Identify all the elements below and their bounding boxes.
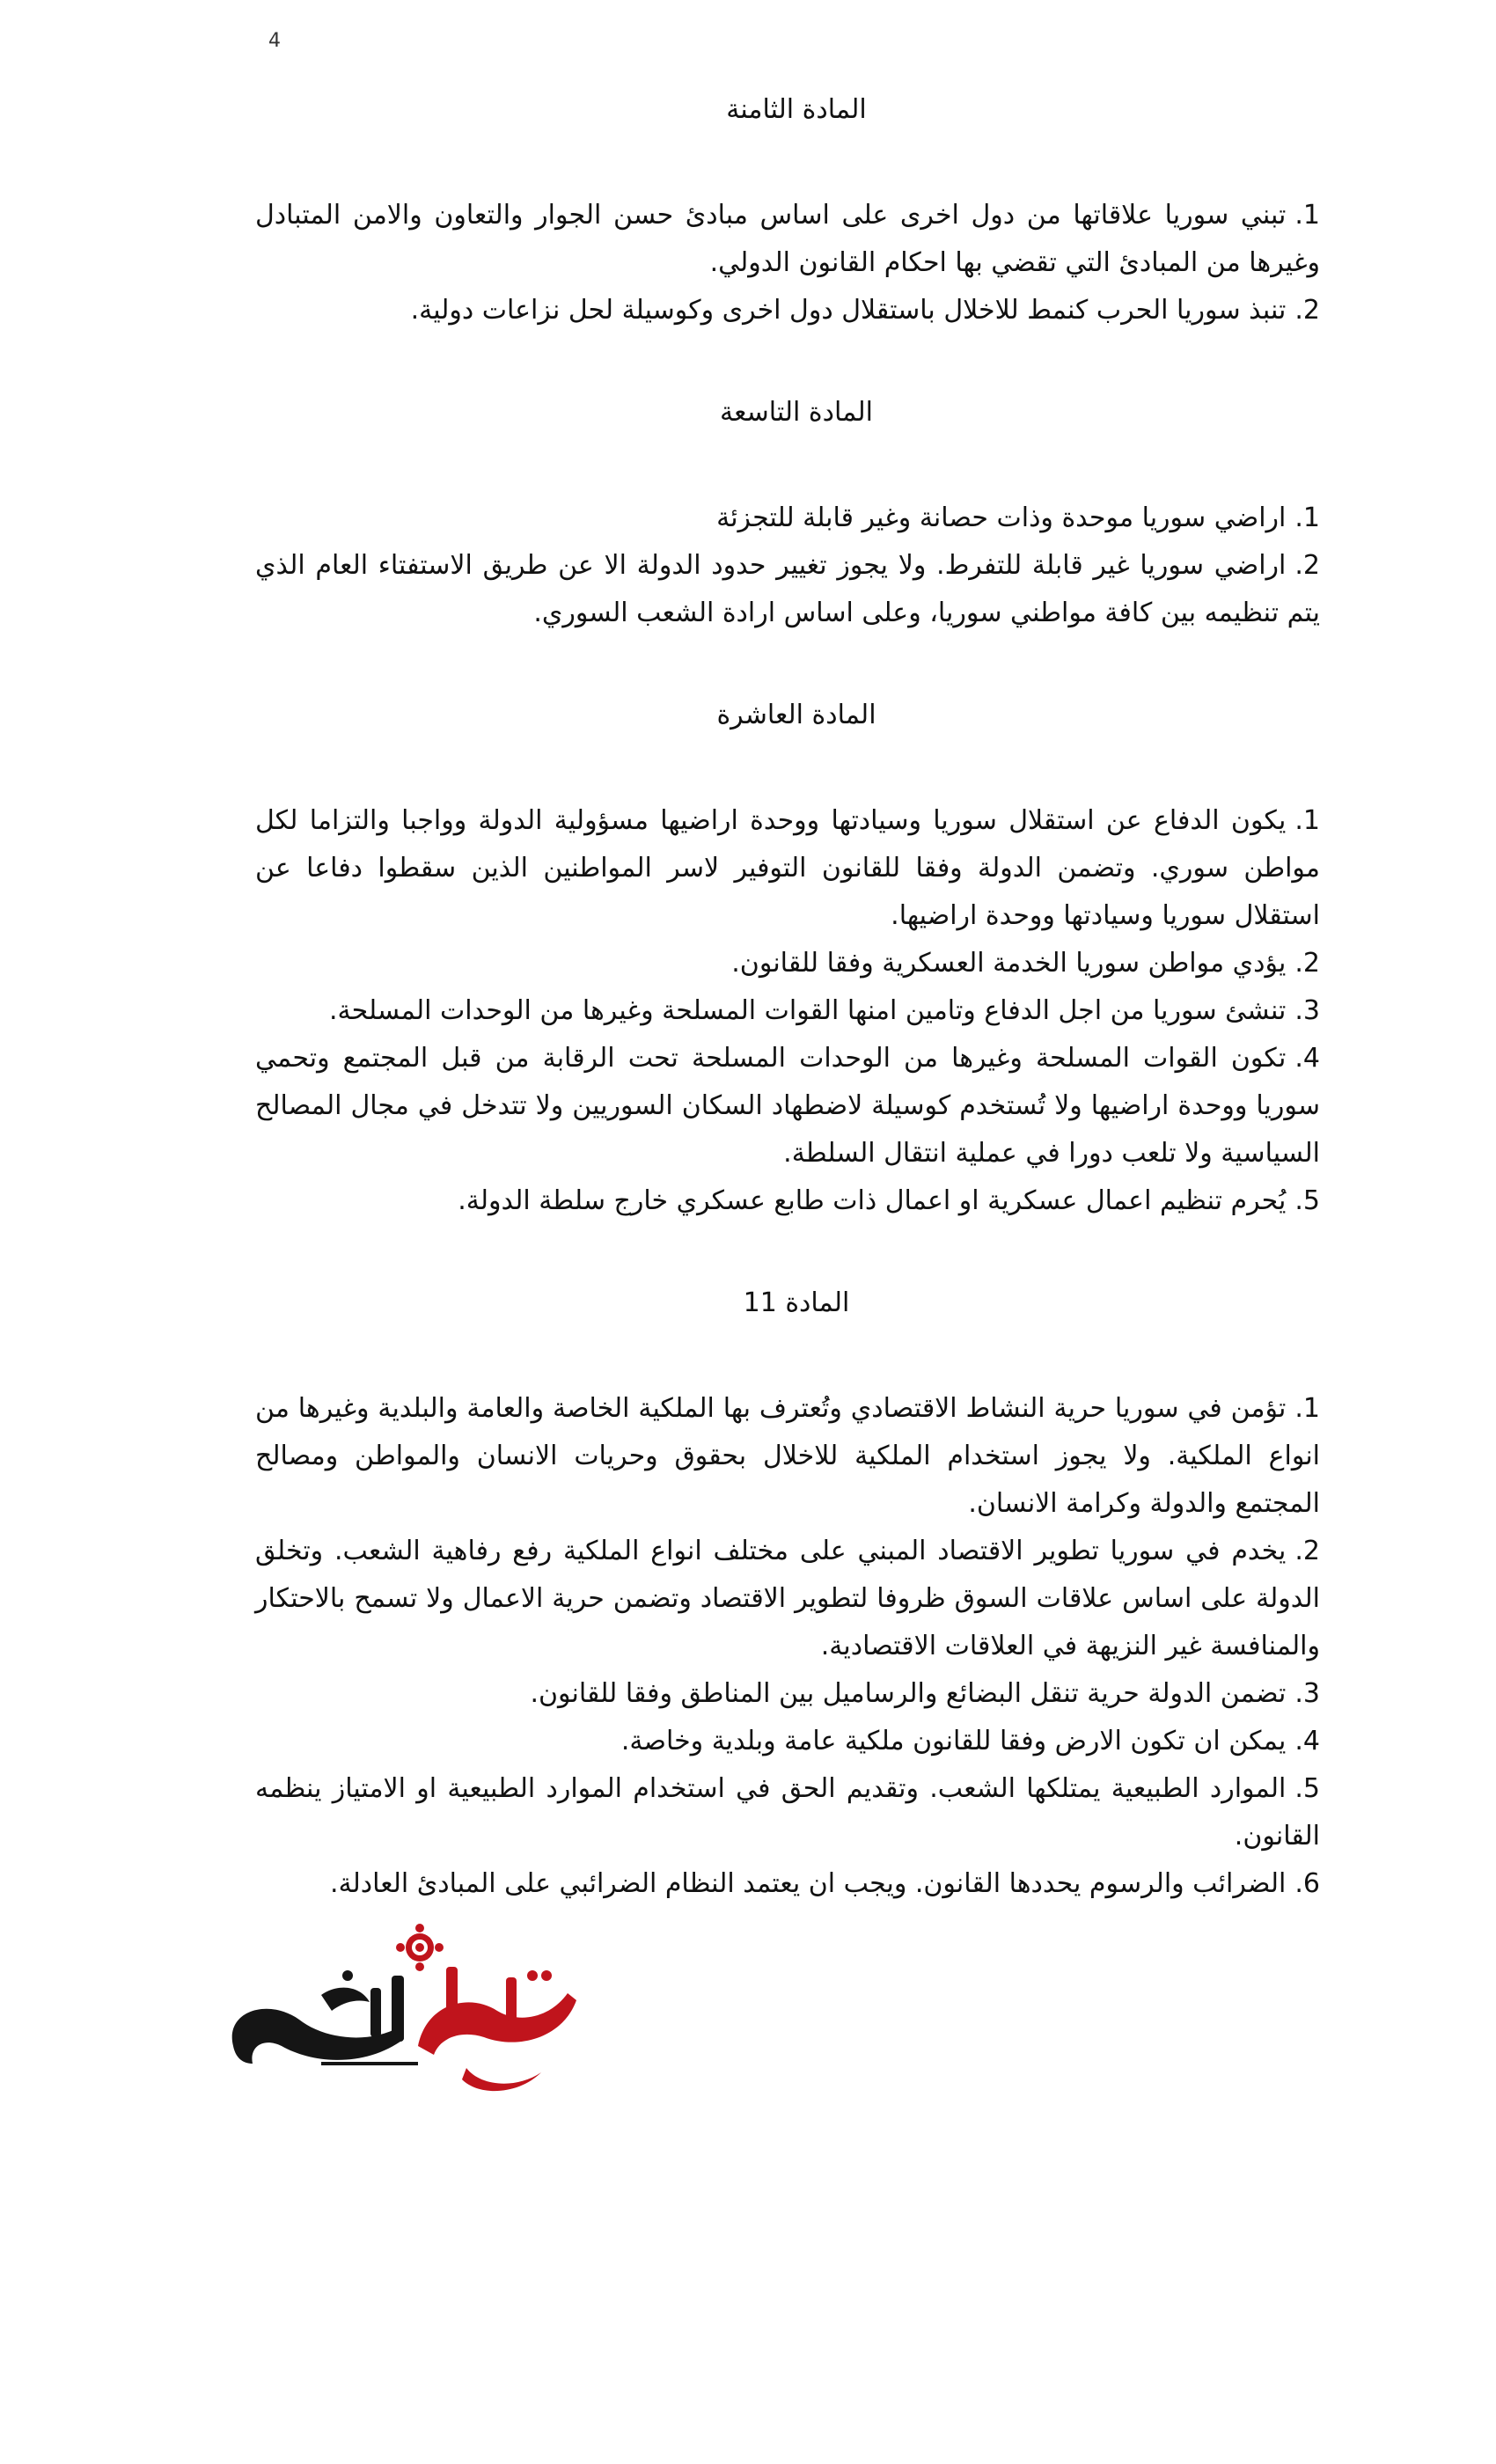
article-title: المادة التاسعة <box>720 397 873 428</box>
clause <box>255 940 1390 987</box>
clause-number: 1. <box>1294 1393 1320 1424</box>
clause-text: اراضي سوريا غير قابلة للتفرط. ولا يجوز تغيير حدود الدولة الا عن طريق الاستفتاء العام الذي يتم تنظيمه بين كافة مواطني سوريا، وعلى اساس ارادة الشعب السوري. <box>255 550 1320 628</box>
clause <box>255 987 1390 1035</box>
clause-text: تضمن الدولة حرية تنقل البضائع والرساميل بين المناطق وفقا للقانون. <box>530 1678 1287 1709</box>
page-number: 4 <box>268 30 281 52</box>
article-title: المادة الثامنة <box>726 94 867 125</box>
clause <box>255 192 1390 287</box>
clause <box>255 542 1390 637</box>
article-11 <box>255 1281 1390 1908</box>
clause-number: 3. <box>1294 995 1320 1026</box>
logo-graphic <box>216 1914 585 2125</box>
clause-number: 6. <box>1294 1868 1320 1899</box>
clause-text: يؤدي مواطن سوريا الخدمة العسكرية وفقا للقانون. <box>731 948 1287 979</box>
clause-text: تنبذ سوريا الحرب كنمط للاخلال باستقلال دول اخرى وكوسيلة لحل نزاعات دولية. <box>410 295 1287 326</box>
clause-number: 2. <box>1294 295 1320 326</box>
clause-number: 1. <box>1294 805 1320 836</box>
clause <box>255 1035 1390 1177</box>
clause-text: تنشئ سوريا من اجل الدفاع وتامين امنها القوات المسلحة وغيرها من الوحدات المسلحة. <box>328 995 1287 1026</box>
clause-text: يكون الدفاع عن استقلال سوريا وسيادتها ووحدة اراضيها مسؤولية الدولة وواجبا والتزاما لكل مواطن سوري. وتضمن الدولة وفقا للقانون التوفير لاسر المواطنين الذين سقطوا دفاعا عن استقلال سوريا وسيادتها ووحدة اراضيها. <box>255 805 1320 931</box>
clause <box>255 1177 1390 1225</box>
clause <box>255 1718 1390 1765</box>
clause-number: 5. <box>1294 1773 1320 1804</box>
clause-number: 4. <box>1294 1043 1320 1074</box>
clause <box>255 1670 1390 1718</box>
clause-text: الضرائب والرسوم يحددها القانون. ويجب ان يعتمد النظام الضرائبي على المبادئ العادلة. <box>330 1868 1287 1899</box>
clause <box>255 1528 1390 1670</box>
article-8 <box>255 88 1390 334</box>
article-title: المادة 11 <box>743 1287 850 1318</box>
clause-number: 2. <box>1294 948 1320 979</box>
clause-number: 3. <box>1294 1678 1320 1709</box>
clause-number: 1. <box>1294 502 1320 533</box>
clause-text: تبني سوريا علاقاتها من دول اخرى على اساس مبادئ حسن الجوار والتعاون والامن المتبادل وغيرها من المبادئ التي تقضي بها احكام القانون الدولي. <box>255 200 1320 278</box>
clause-text: تؤمن في سوريا حرية النشاط الاقتصادي وتُعترف بها الملكية الخاصة والعامة والبلدية وغيرها من انواع الملكية. ولا يجوز استخدام الملكية للاخلال بحقوق وحريات الانسان والمواطن ومصالح المجتمع والدولة وكرامة الانسان. <box>255 1393 1320 1519</box>
clause-number: 2. <box>1294 550 1320 581</box>
clause-text: يخدم في سوريا تطوير الاقتصاد المبني على مختلف انواع الملكية رفع رفاهية الشعب. وتخلق الدولة على اساس علاقات السوق ظروفا لتطوير الاقتصاد وتضمن حرية الاعمال ولا تسمح بالاحتكار والمنافسة غير النزيهة في العلاقات الاقتصادية. <box>255 1536 1320 1661</box>
article-9 <box>255 391 1390 637</box>
clause <box>255 287 1390 334</box>
zaman-alwasl-logo <box>216 1914 585 2125</box>
clause <box>255 1385 1390 1528</box>
document-body <box>255 88 1390 1908</box>
clause <box>255 797 1390 940</box>
clause <box>255 495 1390 542</box>
article-title: المادة العاشرة <box>716 700 876 730</box>
clause-text: اراضي سوريا موحدة وذات حصانة وغير قابلة للتجزئة <box>716 502 1287 533</box>
rosette-icon <box>396 1924 444 1971</box>
clause <box>255 1765 1390 1860</box>
clause-text: الموارد الطبيعية يمتلكها الشعب. وتقديم الحق في استخدام الموارد الطبيعية او الامتياز ينظمه القانون. <box>255 1773 1320 1852</box>
clause-number: 4. <box>1294 1726 1320 1756</box>
clause-text: يُحرم تنظيم اعمال عسكرية او اعمال ذات طابع عسكري خارج سلطة الدولة. <box>458 1185 1287 1216</box>
clause-text: تكون القوات المسلحة وغيرها من الوحدات المسلحة تحت الرقابة من قبل المجتمع وتحمي سوريا ووحدة اراضيها ولا تُستخدم كوسيلة لاضطهاد السكان السوريين ولا تتدخل في مجال المصالح السياسية ولا تلعب دورا في عملية انتقال السلطة. <box>255 1043 1320 1169</box>
clause <box>255 1860 1390 1908</box>
clause-text: يمكن ان تكون الارض وفقا للقانون ملكية عامة وبلدية وخاصة. <box>620 1726 1287 1756</box>
article-10 <box>255 693 1390 1225</box>
clause-number: 2. <box>1294 1536 1320 1566</box>
clause-number: 5. <box>1294 1185 1320 1216</box>
clause-number: 1. <box>1294 200 1320 231</box>
